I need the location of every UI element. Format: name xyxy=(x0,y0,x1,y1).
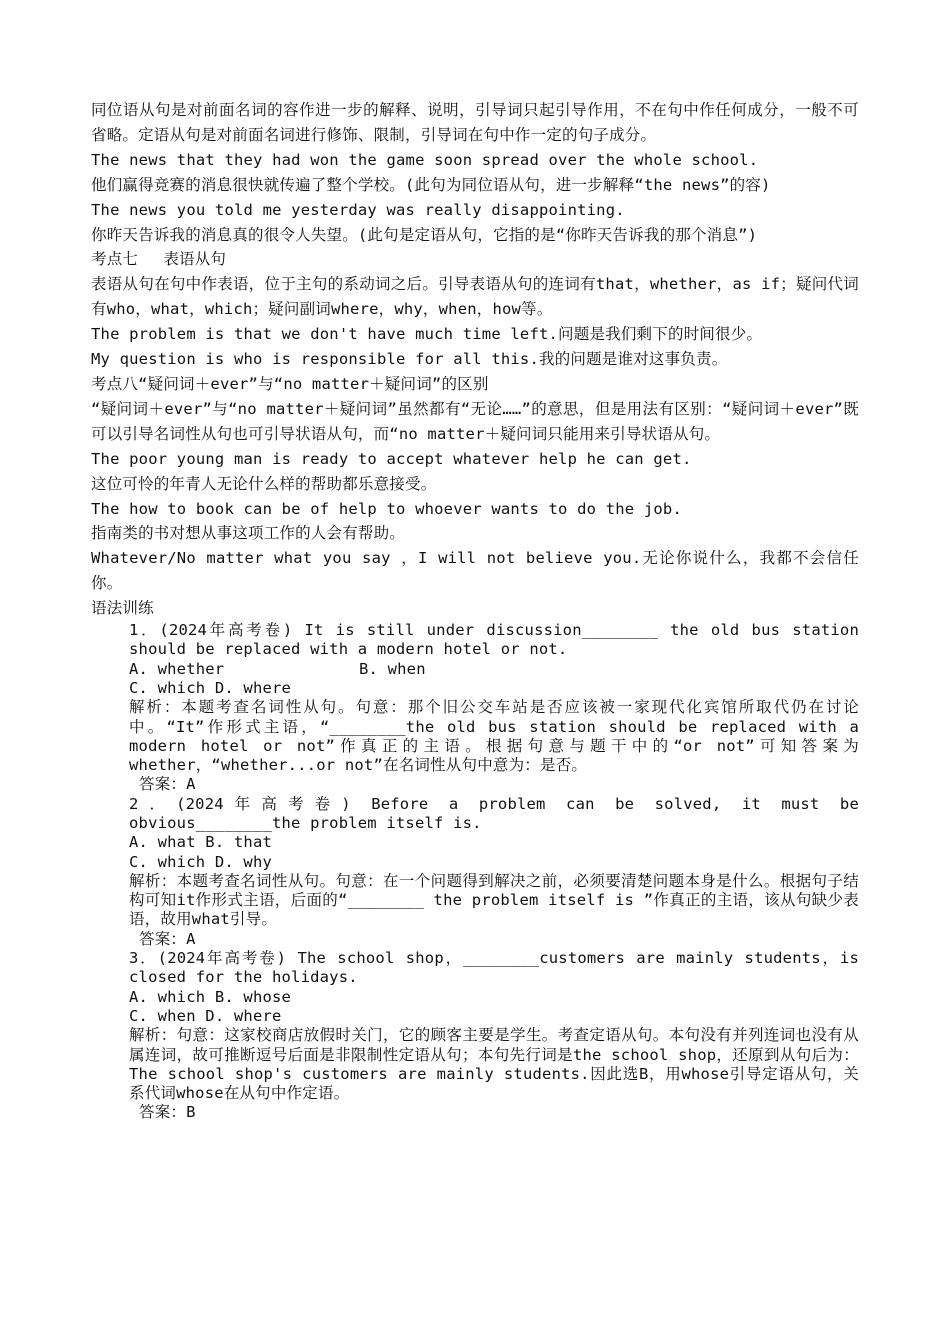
example-translation: 你昨天告诉我的消息真的很令人失望。(此句是定语从句，它指的是“你昨天告诉我的那个消息”) xyxy=(91,225,758,244)
option-b: B. when xyxy=(359,659,426,678)
example-sentence: The how to book can be of help to whoever wants to do the job. xyxy=(91,499,682,518)
option-c: C. which xyxy=(129,852,206,871)
option-a: A. what xyxy=(129,833,196,852)
question-stem: 2．(2024年高考卷) Before a problem can be solved, it must be obvious________the problem itself is. xyxy=(129,794,859,832)
example-sentence: The poor young man is ready to accept whatever help he can get. xyxy=(91,449,692,468)
question-options xyxy=(91,679,859,698)
example-sentence: Whatever/No matter what you say ，I will not believe you.无论你说什么，我都不会信任你。 xyxy=(91,549,859,593)
question-options xyxy=(91,853,859,872)
question-options xyxy=(91,988,859,1007)
section-heading-8: 考点八“疑问词＋ever”与“no matter＋疑问词”的区别 xyxy=(91,374,489,393)
option-c: C. when xyxy=(129,1006,196,1025)
option-c: C. which xyxy=(129,678,206,697)
question-answer: 答案：A xyxy=(139,929,196,948)
example-translation: 这位可怜的年青人无论什么样的帮助都乐意接受。 xyxy=(91,474,437,493)
question-options xyxy=(91,1007,859,1026)
question-analysis: 解析：句意：这家校商店放假时关门，它的顾客主要是学生。考查定语从句。本句没有并列连词也没有从属连词，故可推断逗号后面是非限制性定语从句；本句先行词是the school shop，还原到从句后为：The school shop's customers are mainly students.因此选B，用whose引导定语从句，关系代词whose在从句中作定语。 xyxy=(129,1026,859,1103)
option-a: A. which xyxy=(129,987,206,1006)
question-1 xyxy=(91,621,859,795)
option-a: A. whether xyxy=(129,659,225,678)
question-analysis: 解析：本题考查名词性从句。句意：那个旧公交车站是否应该被一家现代化宾馆所取代仍在讨论中。“It”作形式主语，“________the old bus station should be replaced with a modern hotel or not”作真正的主语。根据句意与题干中的“or not”可知答案为whether，“whether...or not”在名词性从句中意为：是否。 xyxy=(129,698,859,775)
example-sentence: My question is who is responsible for all this.我的问题是谁对这事负责。 xyxy=(91,350,728,369)
question-2 xyxy=(91,795,859,949)
example-sentence: The news that they had won the game soon spread over the whole school. xyxy=(91,150,759,169)
example-sentence: The news you told me yesterday was really disappointing. xyxy=(91,200,625,219)
question-stem: 3．(2024年高考卷) The school shop，________customers are mainly students，is closed for the holidays. xyxy=(129,949,859,987)
question-answer: 答案：A xyxy=(139,775,196,794)
question-answer: 答案：B xyxy=(139,1103,196,1122)
question-3 xyxy=(91,949,859,1123)
option-d: D. why xyxy=(214,852,273,871)
question-stem: 1．(2024年高考卷) It is still under discussion________ the old bus station should be replaced with a modern hotel or not. xyxy=(129,621,859,659)
example-translation: 他们赢得竞赛的消息很快就传遍了整个学校。(此句为同位语从句，进一步解释“the news”的容) xyxy=(91,175,771,194)
option-b: B. that xyxy=(205,833,273,852)
document-page xyxy=(91,98,859,1123)
question-options xyxy=(91,660,859,679)
option-d: D. where xyxy=(205,1006,282,1025)
paragraph-appositive-vs-attributive: 同位语从句是对前面名词的容作进一步的解释、说明，引导词只起引导作用，不在句中作任何成分，一般不可省略。定语从句是对前面名词进行修饰、限制，引导词在句中作一定的句子成分。 xyxy=(91,101,859,144)
example-translation: 指南类的书对想从事这项工作的人会有帮助。 xyxy=(91,524,406,543)
paragraph-ever-vs-no-matter: “疑问词＋ever”与“no matter＋疑问词”虽然都有“无论……”的意思，但是用法有区别：“疑问词＋ever”既可以引导名词性从句也可引导状语从句，而“no matter＋疑问词只能用来引导状语从句。 xyxy=(91,399,859,443)
section-heading-7: 考点七 表语从句 xyxy=(91,250,227,269)
option-d: D. where xyxy=(214,678,292,697)
paragraph-predicative-clause: 表语从句在句中作表语，位于主句的系动词之后。引导表语从句的连词有that，whether，as if；疑问代词有who，what，which；疑问副词where，why，when，how等。 xyxy=(91,275,859,319)
example-sentence: The problem is that we don't have much time left.问题是我们剩下的时间很少。 xyxy=(91,325,763,344)
question-options xyxy=(91,833,859,852)
grammar-training-heading: 语法训练 xyxy=(91,599,154,618)
option-b: B. whose xyxy=(214,987,292,1006)
question-analysis: 解析：本题考查名词性从句。句意：在一个问题得到解决之前，必须要清楚问题本身是什么。根据句子结构可知it作形式主语，后面的“________ the problem itself is ”作真正的主语，该从句缺少表语，故用what引导。 xyxy=(129,871,859,929)
